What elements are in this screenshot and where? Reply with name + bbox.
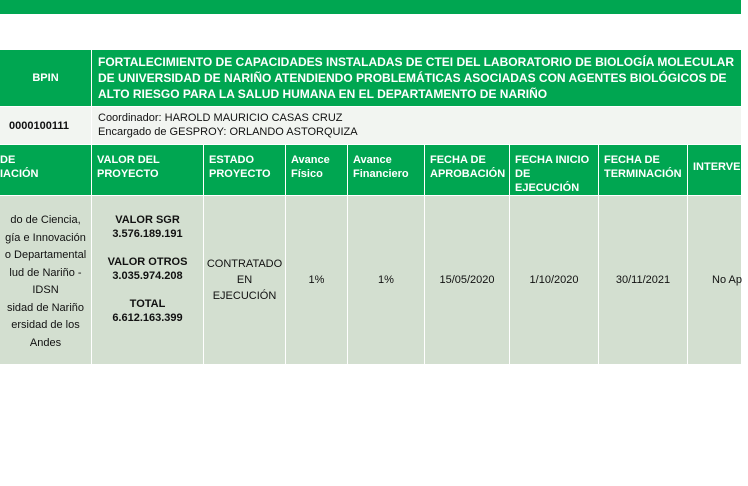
project-table — [0, 50, 748, 364]
total-value: 6.612.163.399 — [112, 312, 183, 324]
valor-otros-label: VALOR OTROS — [107, 256, 188, 268]
entidad-line: ersidad de los — [11, 319, 80, 331]
col-avance-fisico: Avance Físico — [286, 145, 347, 195]
bpin-header: BPIN — [0, 50, 91, 106]
col-fecha-terminacion: FECHA DE TERMINACIÓN — [599, 145, 687, 195]
valor-sgr-label: VALOR SGR — [115, 214, 180, 226]
cell-fecha-terminacion: 30/11/2021 — [599, 196, 687, 364]
entidad-line: gía e Innovación — [5, 231, 86, 244]
entidad-line: lud de Nariño - — [9, 266, 82, 279]
encargado-text: Encargado de GESPROY: ORLANDO ASTORQUIZA — [98, 126, 358, 138]
cell-estado: CONTRATADO EN EJECUCIÓN — [204, 196, 285, 364]
bpin-value: 0000100111 — [0, 107, 91, 144]
top-accent-bar — [0, 0, 741, 14]
entidad-line: sidad de Nariño — [6, 301, 85, 314]
cell-avance-fisico: 1% — [286, 196, 347, 364]
entidad-line: do de Ciencia, — [10, 214, 81, 226]
entidad-line: o Departamental — [4, 249, 87, 261]
entidad-line: Andes — [29, 336, 62, 349]
total-label: TOTAL — [129, 298, 166, 310]
valor-otros: 3.035.974.208 — [112, 270, 183, 282]
entidad-line: IDSN — [32, 284, 59, 296]
cell-avance-financiero: 1% — [348, 196, 424, 364]
cell-fecha-aprobacion: 15/05/2020 — [425, 196, 509, 364]
col-avance-financiero: Avance Financiero — [348, 145, 424, 195]
col-fecha-aprobacion: FECHA DE APROBACIÓN — [425, 145, 509, 195]
cell-valor — [92, 196, 203, 364]
cell-interventoria: No Ap — [688, 196, 741, 364]
cell-entidades — [0, 196, 91, 364]
valor-sgr: 3.576.189.191 — [112, 228, 183, 240]
coordinador-text: Coordinador: HAROLD MAURICIO CASAS CRUZ — [98, 112, 343, 124]
col-valor: VALOR DEL PROYECTO — [92, 145, 203, 195]
col-financiacion: DE IACIÓN — [0, 145, 91, 195]
col-interventoria: INTERVEN — [688, 145, 741, 195]
col-fecha-inicio: FECHA INICIO DE EJECUCIÓN — [510, 145, 598, 195]
project-title: FORTALECIMIENTO DE CAPACIDADES INSTALADAS DE CTEI DEL LABORATORIO DE BIOLOGÍA MOLECULAR DE UNIVERSIDAD DE NARIÑO ATENDIENDO PROBLEMÁTICAS ASOCIADAS CON AGENTES BIOLÓGICOS DE ALTO RIESGO PARA LA SALUD HUMANA EN EL DEPARTAMENTO DE NARIÑO — [92, 50, 741, 106]
project-contacts — [92, 107, 741, 144]
col-estado: ESTADO PROYECTO — [204, 145, 285, 195]
cell-fecha-inicio: 1/10/2020 — [510, 196, 598, 364]
